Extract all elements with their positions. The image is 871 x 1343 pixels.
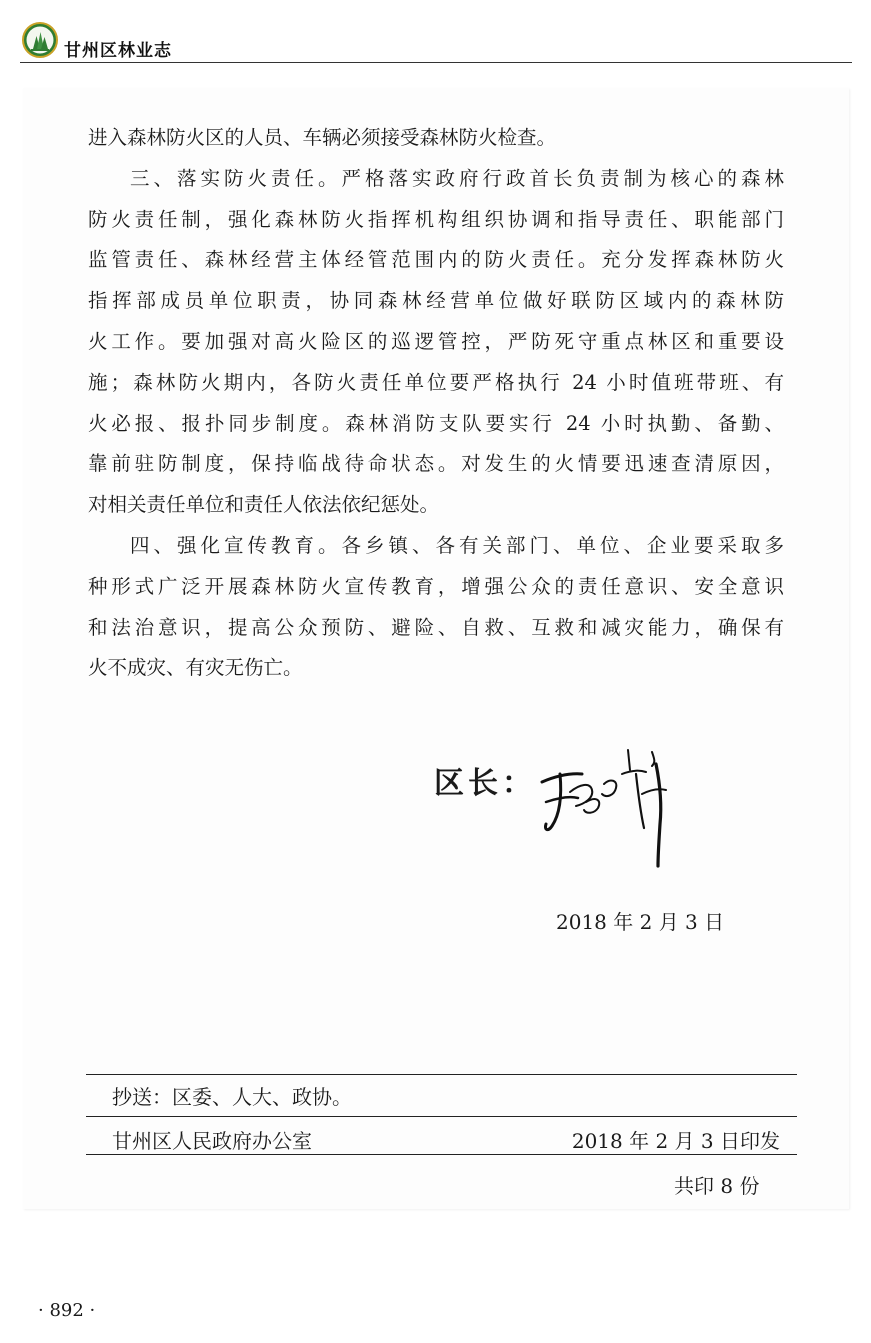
issuing-office: 甘州区人民政府办公室 [112,1129,312,1153]
handwritten-signature [540,744,680,870]
header-rule [20,62,852,63]
body-line: 施；森林防火期内，各防火责任单位要严格执行 24 小时值班带班、有 [88,370,784,394]
book-title: 甘州区林业志 [64,41,172,61]
copy-count: 共印 8 份 [674,1174,760,1198]
body-line: 对相关责任单位和责任人依法依纪惩处。 [88,493,440,517]
body-line: 进入森林防火区的人员、车辆必须接受森林防火检查。 [88,126,557,149]
body-line: 火必报、报扑同步制度。森林消防支队要实行 24 小时执勤、备勤、 [88,411,784,435]
body-line: 种形式广泛开展森林防火宣传教育，增强公众的责任意识、安全意识 [88,574,784,598]
page-header [20,22,852,64]
signature-date: 2018 年 2 月 3 日 [556,910,725,934]
document-body [88,118,784,689]
page-number: · 892 · [38,1300,96,1321]
body-line: 防火责任制，强化森林防火指挥机构组织协调和指导责任、职能部门 [88,207,784,231]
body-line: 监管责任、森林经营主体经管范围内的防火责任。充分发挥森林防火 [88,248,784,272]
body-line: 靠前驻防制度，保持临战待命状态。对发生的火情要迅速查清原因， [88,452,784,476]
forest-logo-icon [22,22,58,58]
issue-date: 2018 年 2 月 3 日印发 [571,1129,780,1153]
body-line: 指挥部成员单位职责，协同森林经营单位做好联防区域内的森林防 [88,289,784,313]
body-line: 三、落实防火责任。严格落实政府行政首长负责制为核心的森林 [130,166,784,190]
cc-line: 抄送：区委、人大、政协。 [112,1085,352,1109]
footer-middle-rule [86,1116,797,1117]
footer-top-rule [86,1074,797,1075]
body-line: 火工作。要加强对高火险区的巡逻管控，严防死守重点林区和重要设 [88,329,784,353]
body-line: 四、强化宣传教育。各乡镇、各有关部门、单位、企业要采取多 [130,533,784,557]
footer-bottom-rule [86,1154,797,1155]
signature-label: 区长： [434,766,536,801]
body-line: 和法治意识，提高公众预防、避险、自救、互救和减灾能力，确保有 [88,615,784,639]
body-line: 火不成灾、有灾无伤亡。 [88,656,303,680]
